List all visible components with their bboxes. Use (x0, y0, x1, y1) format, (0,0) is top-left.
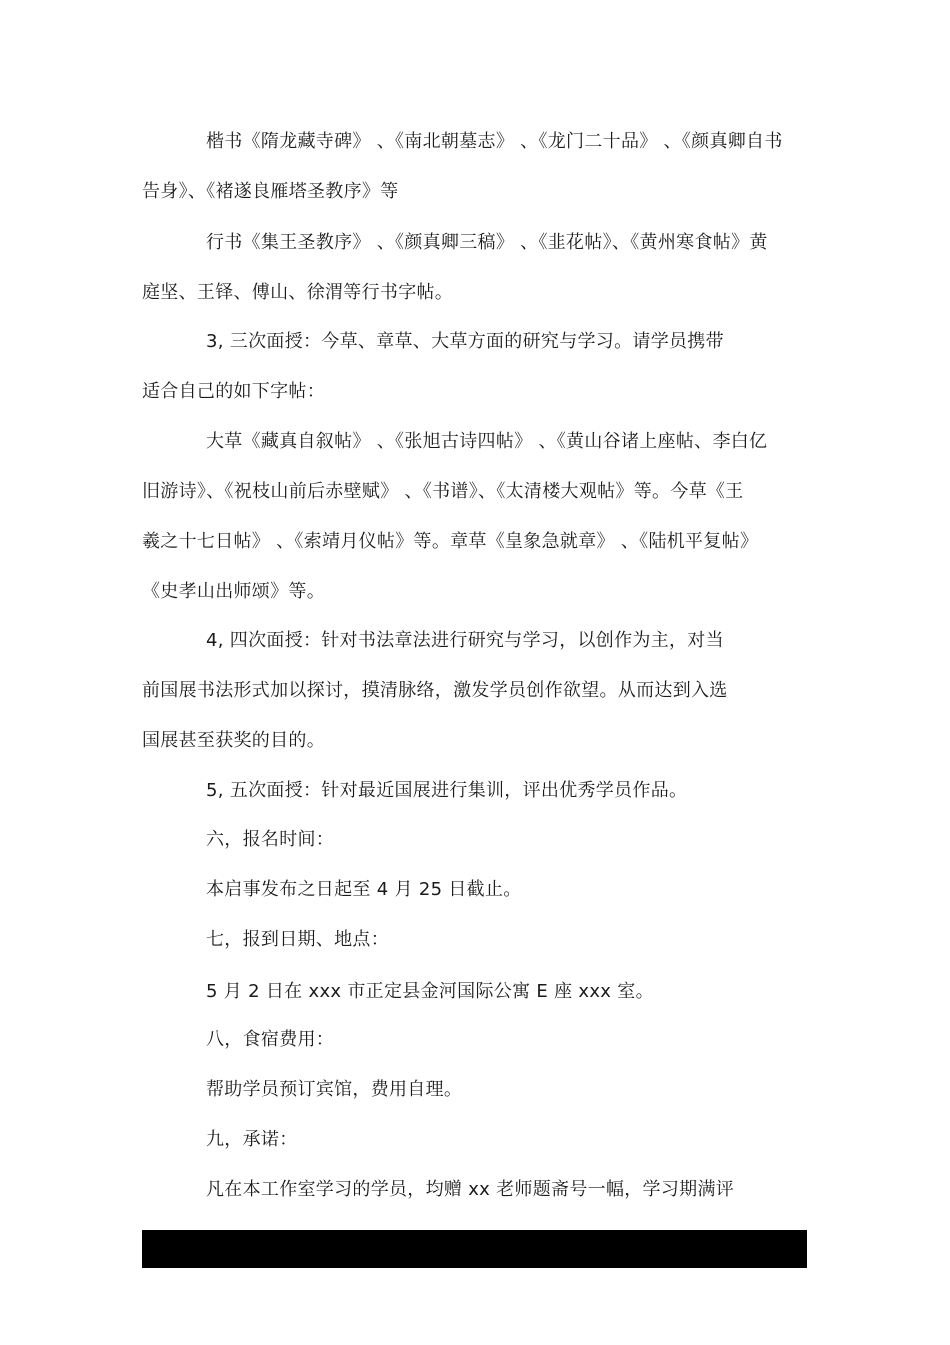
footer-black-bar (142, 1230, 807, 1268)
text-line: 《史孝山出师颂》等。 (142, 581, 325, 602)
text-line: 旧游诗》、《祝枝山前后赤壁赋》 、《书谱》、《太清楼大观帖》等。今草《王 (142, 481, 744, 502)
text-line: 大草《藏真自叙帖》 、《张旭古诗四帖》 、《黄山谷诸上座帖、李白亿 (206, 431, 768, 452)
text-line: 前国展书法形式加以探讨，摸清脉络，激发学员创作欲望。从而达到入选 (142, 680, 728, 701)
text-line: 羲之十七日帖》 、《索靖月仪帖》等。章草《皇象急就章》 、《陆机平复帖》 (142, 531, 759, 552)
text-line: 楷书《隋龙藏寺碑》 、《南北朝墓志》 、《龙门二十品》 、《颜真卿自书 (206, 131, 783, 152)
section-heading: 九，承诺： (206, 1129, 298, 1150)
text-line: 国展甚至获奖的目的。 (142, 730, 325, 751)
text-line: 5 月 2 日在 xxx 市正定县金河国际公寓 E 座 xxx 室。 (206, 981, 654, 1002)
text-line: 本启事发布之日起至 4 月 25 日截止。 (206, 879, 522, 900)
text-line: 凡在本工作室学习的学员，均赠 xx 老师题斋号一幅，学习期满评 (206, 1179, 735, 1200)
text-line: 3, 三次面授：今草、章草、大草方面的研究与学习。请学员携带 (206, 331, 724, 352)
text-line: 4, 四次面授：针对书法章法进行研究与学习，以创作为主，对当 (206, 630, 724, 651)
section-heading: 六，报名时间： (206, 829, 335, 850)
text-line: 庭坚、王铎、傅山、徐渭等行书字帖。 (142, 282, 454, 303)
section-heading: 七，报到日期、地点： (206, 929, 389, 950)
text-line: 帮助学员预订宾馆，费用自理。 (206, 1079, 463, 1100)
text-line: 告身》、《褚遂良雁塔圣教序》等 (142, 181, 399, 202)
section-heading: 八，食宿费用： (206, 1029, 335, 1050)
text-line: 适合自己的如下字帖： (142, 381, 325, 402)
text-line: 行书《集王圣教序》 、《颜真卿三稿》 、《韭花帖》、《黄州寒食帖》黄 (206, 232, 768, 253)
text-line: 5, 五次面授：针对最近国展进行集训，评出优秀学员作品。 (206, 780, 688, 801)
